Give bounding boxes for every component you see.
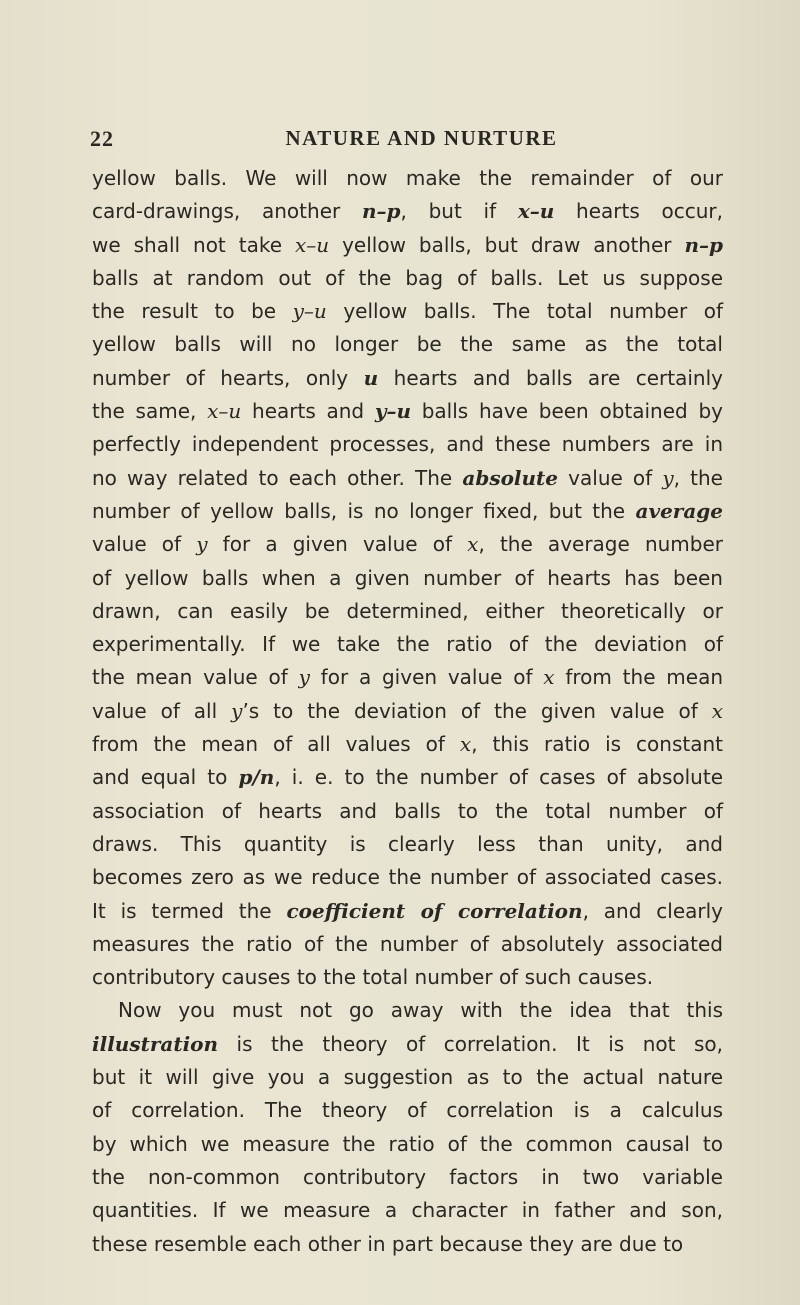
text-run: becomes zero as we reduce the number of associated cases. (92, 865, 723, 890)
text-run: for a given value of (207, 532, 468, 557)
text-line (92, 1128, 723, 1161)
text-line (92, 295, 723, 328)
text-line (92, 362, 723, 395)
running-title: NATURE AND NURTURE (285, 126, 558, 150)
italic-term: x–u (294, 232, 330, 257)
text-run: and equal to (92, 765, 239, 790)
italic-term: absolute (462, 465, 559, 490)
text-line (92, 595, 723, 628)
italic-term: n–p (684, 232, 723, 257)
text-run: yellow balls. We will now make the remainder of our (92, 166, 723, 190)
italic-term: y (231, 698, 243, 723)
text-run: contributory causes to the total number of such causes. (92, 965, 654, 990)
text-line (92, 928, 723, 961)
text-run: perfectly independent processes, and these numbers are in (92, 432, 723, 457)
text-line (92, 1028, 723, 1061)
italic-term: x–u (517, 199, 555, 224)
text-line (92, 428, 723, 461)
text-run: card-drawings, another (92, 199, 362, 224)
text-run: the non-common contributory factors in two variable (92, 1164, 723, 1189)
text-run: , but if (400, 199, 518, 224)
text-run: yellow balls. The total number of (326, 299, 723, 324)
italic-term: x (459, 732, 472, 757)
text-line (92, 162, 723, 195)
text-run: number of hearts, only (92, 365, 364, 390)
text-run: , and clearly (582, 898, 723, 923)
italic-term: x–u (207, 399, 242, 424)
text-run: Now you must not go away with the idea that this (118, 998, 723, 1023)
text-run: we shall not take (92, 232, 295, 257)
text-line (92, 1228, 723, 1261)
italic-term: u (363, 365, 379, 390)
italic-term: x (711, 698, 723, 723)
italic-term: coefficient of correlation (286, 898, 583, 923)
text-line (92, 661, 723, 694)
text-run: value of (558, 465, 663, 490)
text-run: number of yellow balls, is no longer fixed, but the (92, 498, 636, 523)
text-run: hearts occur, (554, 199, 723, 224)
text-line (92, 528, 723, 561)
italic-term: average (635, 498, 723, 523)
text-line (92, 562, 723, 595)
italic-term: illustration (92, 1031, 219, 1056)
text-run: quantities. If we measure a character in father and son, (92, 1198, 723, 1223)
text-line (92, 695, 723, 728)
text-line (92, 828, 723, 861)
text-line (92, 229, 723, 262)
text-run: ’s to the deviation of the given value of (242, 698, 712, 723)
text-line (92, 195, 723, 228)
text-line (92, 1061, 723, 1094)
text-line (92, 761, 723, 794)
text-run: It is termed the (92, 898, 287, 923)
text-run: is the theory of correlation. It is not so, (218, 1031, 723, 1056)
text-run: draws. This quantity is clearly less than unity, and (92, 831, 723, 856)
text-line (92, 628, 723, 661)
text-run: no way related to each other. The (92, 465, 463, 490)
text-run: value of all (92, 698, 232, 723)
text-run: the mean value of (92, 665, 299, 690)
page-header (90, 126, 725, 156)
text-line (92, 795, 723, 828)
text-line (92, 895, 723, 928)
italic-term: y (662, 465, 674, 490)
text-run: but it will give you a suggestion as to the actual nature (92, 1065, 723, 1090)
text-line (92, 1194, 723, 1227)
text-run: , the average number (478, 532, 724, 557)
text-run: hearts and balls are certainly (378, 365, 723, 390)
text-run: by which we measure the ratio of the common causal to (92, 1131, 723, 1156)
text-line (92, 262, 723, 295)
text-line (92, 728, 723, 761)
text-line (92, 1094, 723, 1127)
text-line (92, 328, 723, 361)
italic-term: y (298, 665, 310, 690)
text-run: value of (92, 532, 197, 557)
text-run: association of hearts and balls to the total number of (92, 798, 723, 823)
text-run: these resemble each other in part because they are due to (92, 1231, 684, 1256)
text-run: for a given value of (309, 665, 544, 690)
text-line (92, 395, 723, 428)
text-run: of correlation. The theory of correlation is a calculus (92, 1098, 723, 1123)
body-text (92, 162, 723, 1261)
text-run: experimentally. If we take the ratio of the deviation of (92, 632, 723, 657)
text-run: , i. e. to the number of cases of absolute (274, 765, 724, 790)
text-run: drawn, can easily be determined, either theoretically or (92, 598, 723, 623)
text-run: , this ratio is constant (471, 732, 723, 757)
text-run: from the mean of all values of (92, 732, 460, 757)
text-line (92, 994, 723, 1027)
text-run: yellow balls will no longer be the same as the total (92, 332, 723, 357)
italic-term: y–u (292, 299, 327, 324)
text-run: from the mean (554, 665, 723, 690)
text-line (92, 462, 723, 495)
text-run: the result to be (92, 299, 293, 324)
text-run: balls have been obtained by (411, 399, 723, 424)
italic-term: y (196, 532, 208, 557)
text-line (92, 961, 723, 994)
text-run: of yellow balls when a given number of hearts has been (92, 565, 723, 590)
text-line (92, 861, 723, 894)
text-run: measures the ratio of the number of absolutely associated (92, 931, 723, 956)
text-run: hearts and (241, 399, 375, 424)
text-run: the same, (92, 399, 208, 424)
italic-term: x (467, 532, 479, 557)
text-line (92, 495, 723, 528)
italic-term: x (543, 665, 555, 690)
italic-term: n–p (361, 199, 401, 224)
italic-term: p/n (238, 765, 275, 790)
page-number: 22 (90, 126, 114, 151)
text-line (92, 1161, 723, 1194)
italic-term: y–u (374, 399, 411, 424)
text-run: balls at random out of the bag of balls. Let us suppose (92, 265, 723, 290)
text-run: yellow balls, but draw another (329, 232, 685, 257)
text-run: , the (673, 465, 723, 490)
